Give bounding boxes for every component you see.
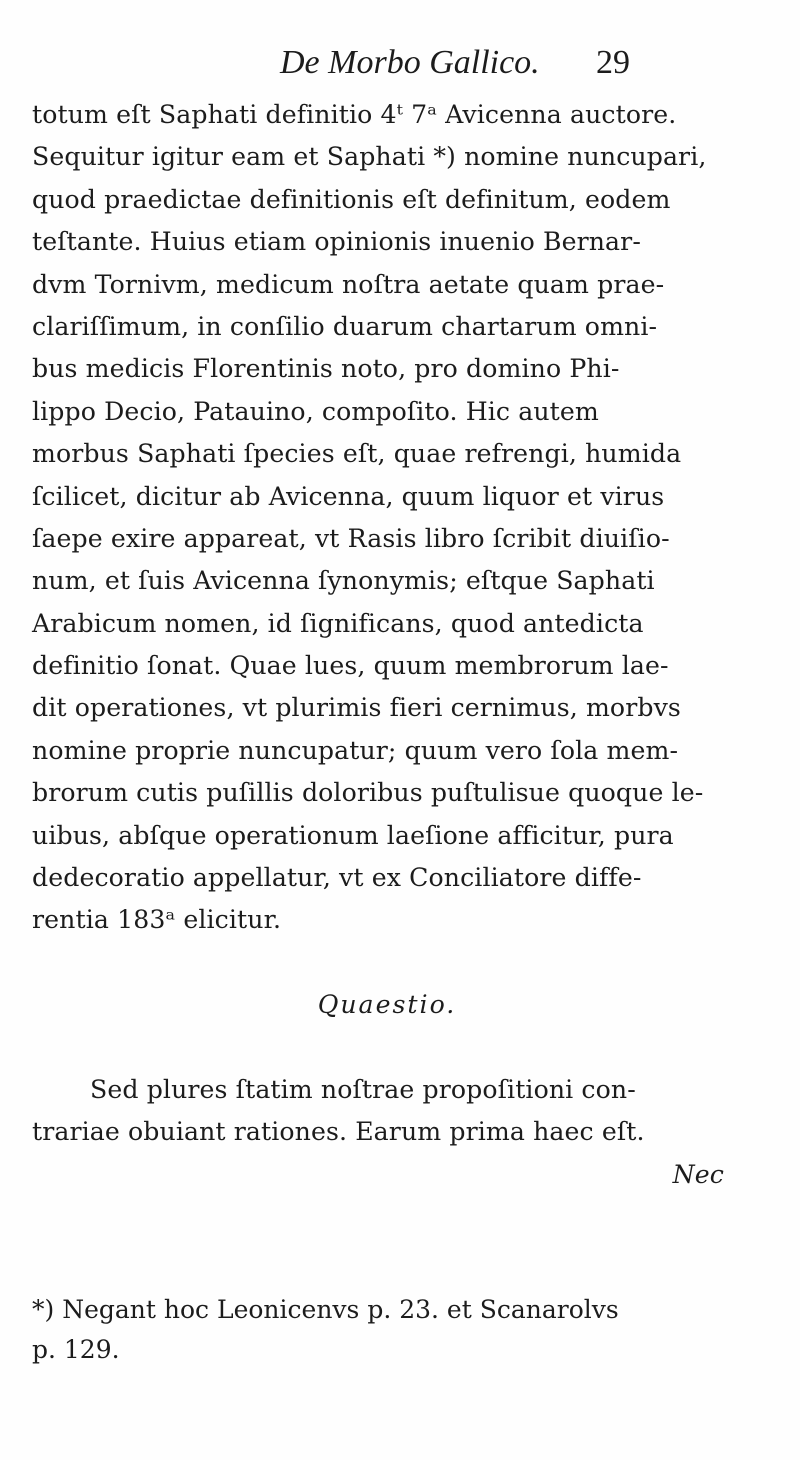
footnote-line: p. 129. xyxy=(32,1335,120,1364)
text-line: morbus Saphati ſpecies eſt, quae refrengi, humida xyxy=(32,439,682,469)
text-line: Arabicum nomen, id ſignificans, quod antedicta xyxy=(32,608,644,638)
text-line: ſaepe exire appareat, vt Rasis libro ſcribit diuiſio- xyxy=(32,523,670,553)
text-line: dvm Tornivm, medicum noſtra aetate quam prae- xyxy=(32,269,665,299)
text-line: quod praedictae definitionis eſt definitum, eodem xyxy=(32,184,671,214)
section-heading: Quaestio. xyxy=(317,990,457,1020)
text-line: Sed plures ſtatim noſtrae propoſitioni con- xyxy=(90,1074,636,1104)
page-number: 29 xyxy=(596,44,630,81)
text-line: trariae obuiant rationes. Earum prima haec eſt. xyxy=(32,1117,645,1147)
text-line: brorum cutis puſillis doloribus puſtulisue quoque le- xyxy=(32,778,704,808)
main-text xyxy=(32,94,742,1196)
text-line: nomine proprie nuncupatur; quum vero ſola mem- xyxy=(32,735,679,765)
text-line: totum eſt Saphati definitio 4ᵗ 7ᵃ Avicenna auctore. xyxy=(32,100,677,129)
page-header xyxy=(230,44,630,82)
text-line: clariſſimum, in conſilio duarum chartarum omni- xyxy=(32,311,658,341)
text-line: dit operationes, vt plurimis fieri cernimus, morbvs xyxy=(32,693,681,723)
text-line: bus medicis Florentinis noto, pro domino Phi- xyxy=(32,354,620,384)
text-line: dedecoratio appellatur, vt ex Conciliatore diffe- xyxy=(32,863,642,893)
catchword: Nec xyxy=(672,1159,724,1189)
text-line: num, et ſuis Avicenna ſynonymis; eſtque Saphati xyxy=(32,566,655,596)
text-line: rentia 183ᵃ elicitur. xyxy=(32,905,282,935)
text-line: Sequitur igitur eam et Saphati *) nomine nuncupari, xyxy=(32,142,707,172)
text-line: lippo Decio, Patauino, compoſito. Hic autem xyxy=(32,396,599,426)
running-title: De Morbo Gallico. xyxy=(280,44,540,81)
text-line: definitio ſonat. Quae lues, quum membrorum lae- xyxy=(32,651,669,681)
footnote-line: *) Negant hoc Leonicenvs p. 23. et Scanarolvs xyxy=(32,1295,619,1324)
footnote xyxy=(32,1290,752,1370)
text-line: ſcilicet, dicitur ab Avicenna, quum liquor et virus xyxy=(32,481,665,511)
text-line: uibus, abſque operationum laeſione afficitur, pura xyxy=(32,820,674,850)
text-line: teſtante. Huius etiam opinionis inuenio Bernar- xyxy=(32,227,641,257)
